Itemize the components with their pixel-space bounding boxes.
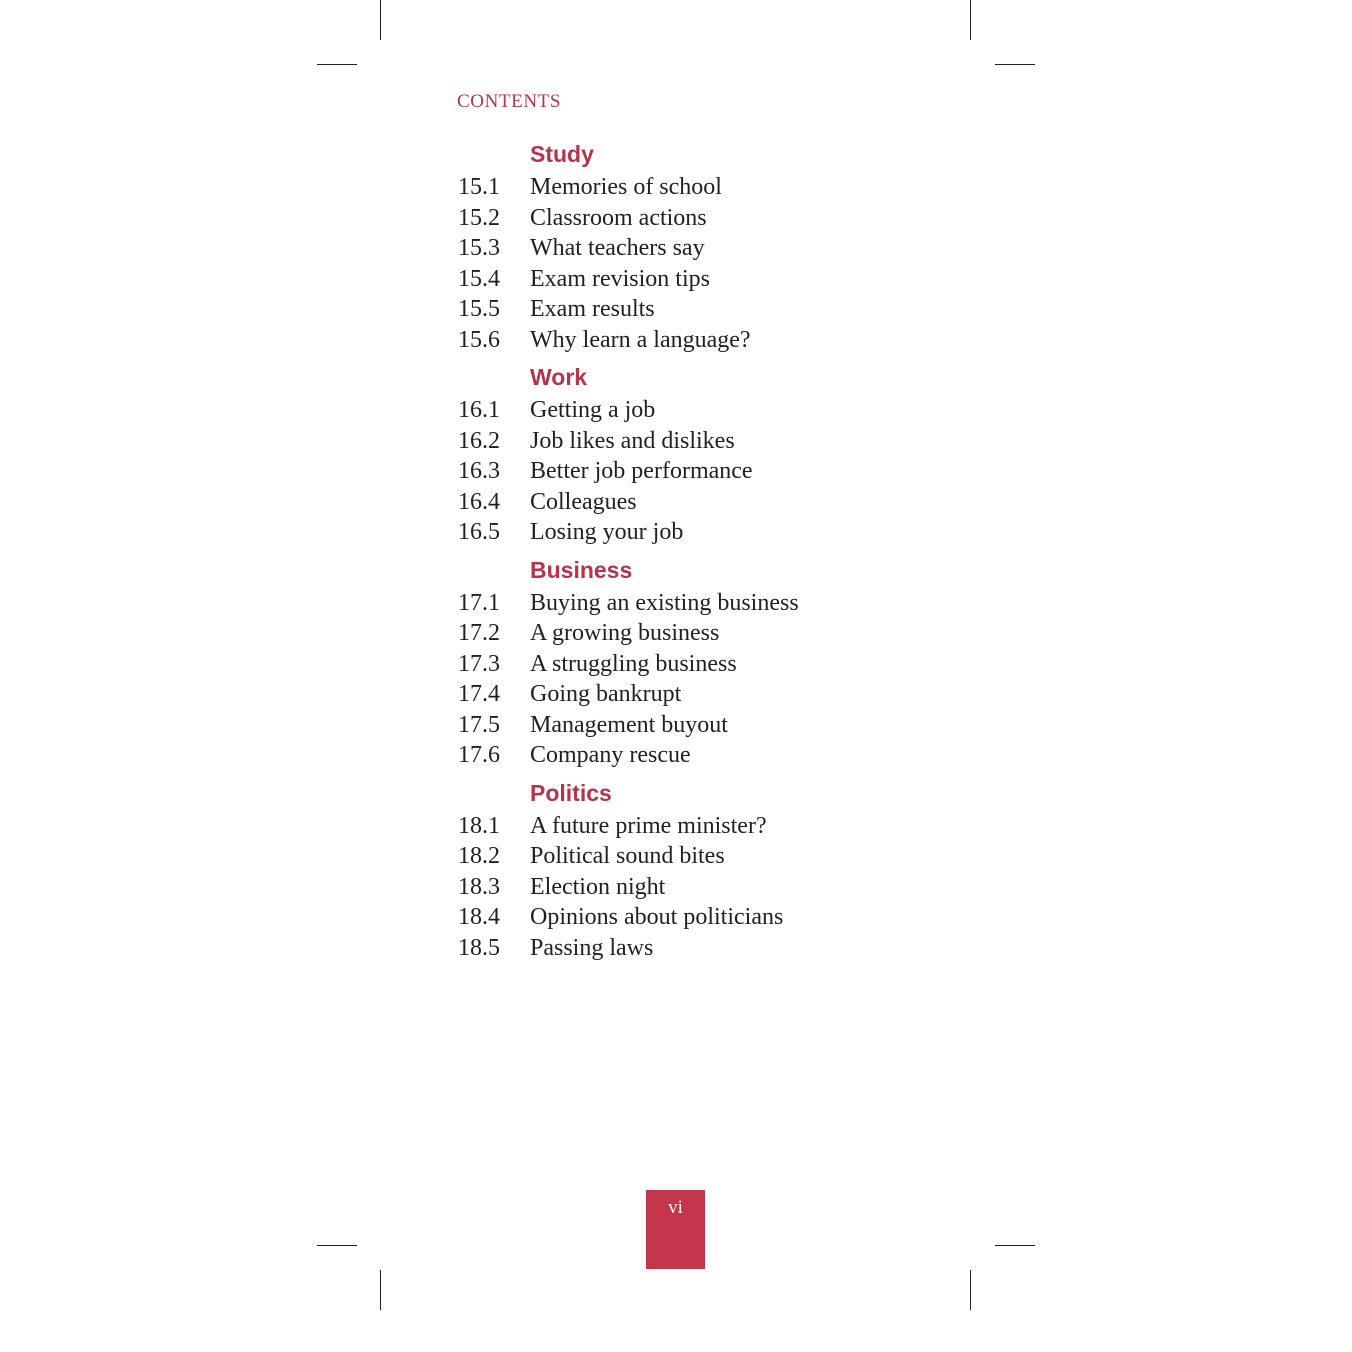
toc-entry	[458, 618, 978, 649]
entry-title: Company rescue	[530, 742, 691, 768]
crop-mark	[995, 1245, 1035, 1246]
entry-number: 16.1	[458, 397, 500, 423]
page-number-tab: vi	[646, 1190, 705, 1269]
entry-number: 16.5	[458, 519, 500, 545]
entry-number: 18.1	[458, 812, 500, 839]
toc-entry	[458, 294, 978, 325]
entry-number: 17.2	[458, 620, 500, 646]
toc-entry	[458, 487, 978, 518]
section-title: Business	[530, 556, 633, 583]
entry-title: A future prime minister?	[530, 812, 767, 839]
entry-number: 17.6	[458, 742, 500, 768]
toc-entry	[458, 172, 978, 203]
toc-entry	[458, 933, 978, 964]
entry-number: 15.3	[458, 235, 500, 261]
entry-title: Political sound bites	[530, 843, 725, 869]
toc-entry	[458, 426, 978, 457]
toc-entry	[458, 902, 978, 933]
entry-title: Losing your job	[530, 519, 684, 545]
toc-entry	[458, 517, 978, 548]
entry-number: 17.1	[458, 589, 500, 616]
running-head: CONTENTS	[457, 91, 562, 112]
toc-entry	[458, 649, 978, 680]
entry-number: 15.4	[458, 265, 500, 292]
toc-entry	[458, 395, 978, 426]
toc-entry	[458, 233, 978, 264]
crop-mark	[970, 1270, 971, 1310]
section-title: Politics	[530, 779, 612, 806]
toc-entry	[458, 841, 978, 872]
entry-title: Colleagues	[530, 488, 637, 515]
toc-entry	[458, 679, 978, 710]
section-title: Work	[530, 364, 588, 390]
toc-section-study	[458, 138, 978, 355]
entry-number: 17.3	[458, 650, 500, 677]
toc-entry	[458, 811, 978, 842]
entry-title: Management buyout	[530, 711, 728, 738]
toc-entry	[458, 264, 978, 295]
toc-section-work	[458, 361, 978, 548]
entry-title: Exam results	[530, 296, 655, 322]
entry-title: Going bankrupt	[530, 681, 682, 707]
entry-title: Election night	[530, 873, 666, 900]
entry-title: Opinions about politicians	[530, 904, 784, 930]
entry-title: What teachers say	[530, 235, 705, 261]
entry-title: Job likes and dislikes	[530, 427, 735, 454]
entry-title: Why learn a language?	[530, 326, 751, 353]
toc-entry	[458, 325, 978, 356]
entry-title: Classroom actions	[530, 204, 707, 231]
entry-title: A struggling business	[530, 650, 737, 677]
entry-number: 18.4	[458, 904, 500, 930]
entry-title: Better job performance	[530, 458, 753, 484]
entry-title: Exam revision tips	[530, 265, 710, 292]
entry-number: 15.1	[458, 174, 500, 200]
entry-title: Memories of school	[530, 174, 722, 200]
toc-entry	[458, 740, 978, 771]
entry-title: Getting a job	[530, 397, 656, 423]
crop-mark	[317, 64, 357, 65]
toc-section-business	[458, 554, 978, 771]
entry-number: 15.5	[458, 296, 500, 322]
entry-number: 16.4	[458, 488, 500, 515]
toc-entry	[458, 872, 978, 903]
toc-entry	[458, 203, 978, 234]
crop-mark	[317, 1245, 357, 1246]
entry-number: 16.3	[458, 458, 500, 484]
entry-title: A growing business	[530, 620, 720, 646]
entry-number: 17.4	[458, 681, 500, 707]
entry-number: 18.2	[458, 843, 500, 869]
entry-title: Buying an existing business	[530, 589, 799, 616]
crop-mark	[995, 64, 1035, 65]
toc-entry	[458, 710, 978, 741]
section-title: Study	[530, 141, 594, 167]
table-of-contents	[458, 138, 978, 969]
entry-title: Passing laws	[530, 934, 654, 961]
entry-number: 18.5	[458, 934, 500, 961]
crop-mark	[380, 1270, 381, 1310]
entry-number: 18.3	[458, 873, 500, 900]
entry-number: 15.2	[458, 204, 500, 231]
toc-entry	[458, 588, 978, 619]
toc-entry	[458, 456, 978, 487]
crop-mark	[970, 0, 971, 40]
toc-section-politics	[458, 777, 978, 964]
crop-mark	[380, 0, 381, 40]
entry-number: 16.2	[458, 427, 500, 454]
entry-number: 15.6	[458, 326, 500, 353]
entry-number: 17.5	[458, 711, 500, 738]
